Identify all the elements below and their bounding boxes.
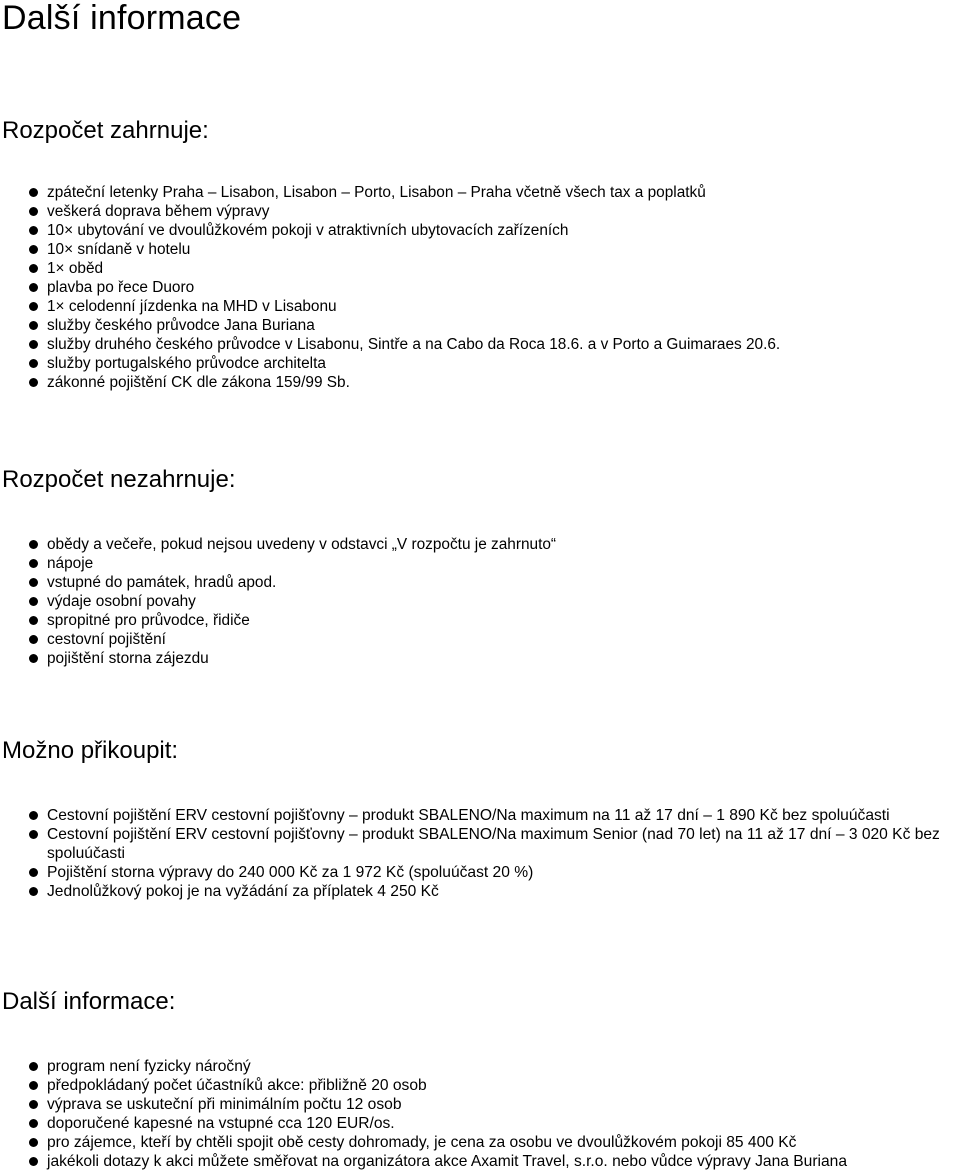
bullet-icon: [29, 540, 38, 549]
bullet-icon: [29, 226, 38, 235]
bullet-icon: [29, 245, 38, 254]
list-item: Cestovní pojištění ERV cestovní pojišťovny – produkt SBALENO/Na maximum Senior (nad 70 let) na 11 až 17 dní – 3 020 Kč bez spoluúčasti: [0, 825, 960, 863]
list-item: doporučené kapesné na vstupné cca 120 EUR/os.: [0, 1114, 960, 1133]
list-item: zákonné pojištění CK dle zákona 159/99 Sb.: [0, 373, 960, 392]
list-item: nápoje: [0, 554, 960, 573]
page-title: Další informace: [2, 0, 242, 37]
section-extra: [0, 736, 960, 901]
list-item: zpáteční letenky Praha – Lisabon, Lisabon – Porto, Lisabon – Praha včetně všech tax a poplatků: [0, 183, 960, 202]
bullet-icon: [29, 616, 38, 625]
list-item: služby českého průvodce Jana Buriana: [0, 316, 960, 335]
bullet-icon: [29, 321, 38, 330]
list-item: Jednolůžkový pokoj je na vyžádání za příplatek 4 250 Kč: [0, 882, 960, 901]
info-list: [0, 1057, 960, 1171]
bullet-icon: [29, 1062, 38, 1071]
list-item: 1× celodenní jízdenka na MHD v Lisabonu: [0, 297, 960, 316]
bullet-icon: [29, 887, 38, 896]
bullet-icon: [29, 359, 38, 368]
list-item: služby portugalského průvodce architelta: [0, 354, 960, 373]
list-item: výdaje osobní povahy: [0, 592, 960, 611]
list-item: plavba po řece Duoro: [0, 278, 960, 297]
list-item: obědy a večeře, pokud nejsou uvedeny v odstavci „V rozpočtu je zahrnuto“: [0, 535, 960, 554]
bullet-icon: [29, 1138, 38, 1147]
bullet-icon: [29, 1157, 38, 1166]
list-item: Cestovní pojištění ERV cestovní pojišťovny – produkt SBALENO/Na maximum na 11 až 17 dní – 1 890 Kč bez spoluúčasti: [0, 806, 960, 825]
list-item: pojištění storna zájezdu: [0, 649, 960, 668]
bullet-icon: [29, 635, 38, 644]
excluded-list: [0, 535, 960, 668]
bullet-icon: [29, 302, 38, 311]
bullet-icon: [29, 207, 38, 216]
bullet-icon: [29, 654, 38, 663]
bullet-icon: [29, 1119, 38, 1128]
section-heading-extra: Možno přikoupit:: [2, 737, 179, 764]
section-heading-included: Rozpočet zahrnuje:: [2, 117, 209, 144]
list-item: 10× ubytování ve dvoulůžkovém pokoji v atraktivních ubytovacích zařízeních: [0, 221, 960, 240]
list-item: program není fyzicky náročný: [0, 1057, 960, 1076]
bullet-icon: [29, 283, 38, 292]
bullet-icon: [29, 868, 38, 877]
bullet-icon: [29, 340, 38, 349]
bullet-icon: [29, 1100, 38, 1109]
bullet-icon: [29, 811, 38, 820]
section-heading-excluded: Rozpočet nezahrnuje:: [2, 466, 236, 493]
included-list: [0, 183, 960, 392]
bullet-icon: [29, 188, 38, 197]
list-item: vstupné do památek, hradů apod.: [0, 573, 960, 592]
list-item: 1× oběd: [0, 259, 960, 278]
section-included: [0, 116, 960, 392]
list-item: 10× snídaně v hotelu: [0, 240, 960, 259]
bullet-icon: [29, 1081, 38, 1090]
list-item: cestovní pojištění: [0, 630, 960, 649]
list-item: výprava se uskuteční při minimálním počtu 12 osob: [0, 1095, 960, 1114]
bullet-icon: [29, 597, 38, 606]
section-heading-info: Další informace:: [2, 988, 176, 1015]
bullet-icon: [29, 559, 38, 568]
list-item: předpokládaný počet účastníků akce: přibližně 20 osob: [0, 1076, 960, 1095]
list-item: veškerá doprava během výpravy: [0, 202, 960, 221]
section-info: [0, 987, 960, 1171]
bullet-icon: [29, 830, 38, 839]
bullet-icon: [29, 378, 38, 387]
list-item: služby druhého českého průvodce v Lisabonu, Sintře a na Cabo da Roca 18.6. a v Porto a Guimaraes 20.6.: [0, 335, 960, 354]
section-excluded: [0, 465, 960, 668]
list-item: jakékoli dotazy k akci můžete směřovat na organizátora akce Axamit Travel, s.r.o. nebo vůdce výpravy Jana Buriana: [0, 1152, 960, 1171]
bullet-icon: [29, 264, 38, 273]
list-item: Pojištění storna výpravy do 240 000 Kč za 1 972 Kč (spoluúčast 20 %): [0, 863, 960, 882]
list-item: spropitné pro průvodce, řidiče: [0, 611, 960, 630]
extra-list: [0, 806, 960, 901]
bullet-icon: [29, 578, 38, 587]
list-item: pro zájemce, kteří by chtěli spojit obě cesty dohromady, je cena za osobu ve dvoulůžkovém pokoji 85 400 Kč: [0, 1133, 960, 1152]
